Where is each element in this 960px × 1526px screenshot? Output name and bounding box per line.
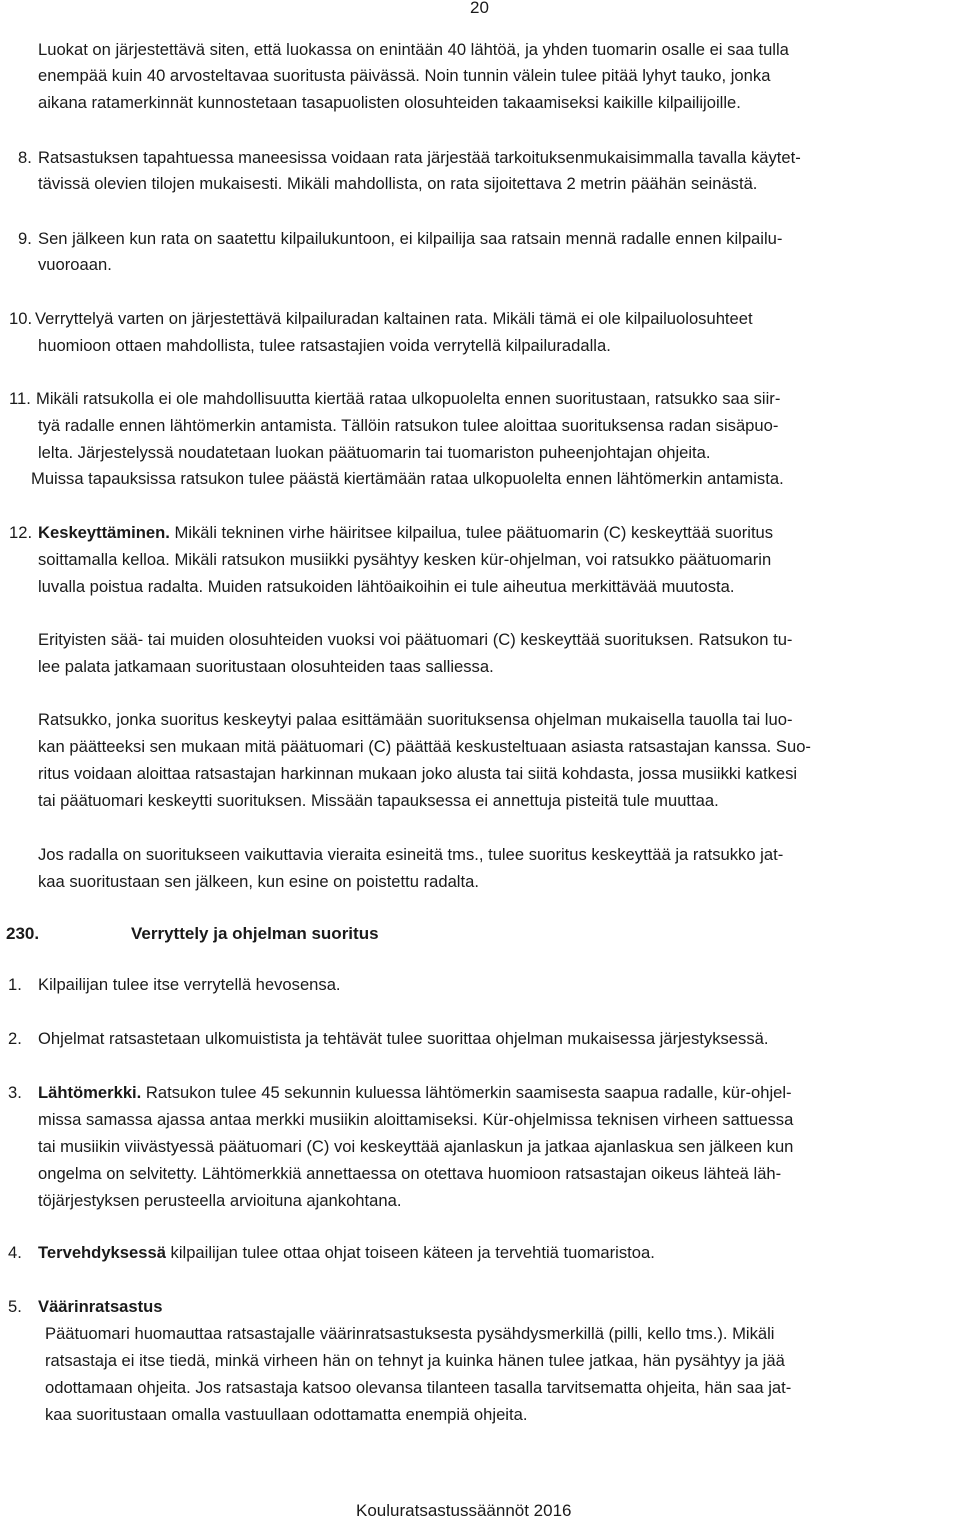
item-line: luvalla poistua radalta. Muiden ratsukoiden lähtöaikoihin ei tule aiheutua merkittävää muutosta. [38, 577, 735, 596]
item-text: Mikäli tekninen virhe häiritsee kilpailua, tulee päätuomarin (C) keskeyttää suoritus [169, 523, 774, 542]
item-number: 10. [9, 309, 33, 328]
item-number: 11. [9, 389, 31, 408]
item-line: tävissä olevien tilojen mukaisesti. Mikäli mahdollista, on rata sijoitettava 2 metrin päähän seinästä. [38, 174, 758, 193]
item-line: Ratsukko, jonka suoritus keskeytyi palaa esittämään suorituksensa ohjelman mukaisella tauolla tai luo- [38, 710, 793, 729]
item-line: Verryttelyä varten on järjestettävä kilpailuradan kaltainen rata. Mikäli tämä ei ole kilpailuolosuhteet [35, 309, 753, 328]
item-line: tyä radalle ennen lähtömerkin antamista. Tällöin ratsukon tulee aloittaa suorituksensa radan sisäpuo- [38, 416, 779, 435]
section-title: Verryttely ja ohjelman suoritus [131, 924, 379, 943]
item-line: kan päätteeksi sen mukaan mitä päätuomari (C) päättää keskusteltuaan asiasta ratsastajan kanssa. Suo- [38, 737, 811, 756]
item-line: kaa suoritustaan omalla vastuullaan odottamatta enempiä ohjeita. [45, 1405, 528, 1424]
item-line: ongelma on selvitetty. Lähtömerkkiä annettaessa on otettava huomioon ratsastajan oikeus lähteä läh- [38, 1164, 782, 1183]
item-line: lelta. Järjestelyssä noudatetaan luokan päätuomarin tai tuomariston puheenjohtajan ohjeita. [38, 443, 711, 462]
item-line: Sen jälkeen kun rata on saatettu kilpailukuntoon, ei kilpailija saa ratsain mennä radalle ennen kilpailu- [38, 229, 783, 248]
section-number: 230. [6, 924, 40, 943]
item-line: tai päätuomari keskeytti suorituksen. Missään tapauksessa ei annettuja pisteitä tule muuttaa. [38, 791, 719, 810]
item-number: 9. [18, 229, 32, 248]
item-line: lee palata jatkamaan suoritustaan olosuhteiden taas salliessa. [38, 657, 494, 676]
item-heading: Keskeyttäminen. [38, 523, 170, 542]
item-number: 12. [9, 523, 33, 542]
item-line: huomioon ottaen mahdollista, tulee ratsastajien voida verrytellä kilpailuradalla. [38, 336, 611, 355]
intro-line: aikana ratamerkinnät kunnostetaan tasapuolisten olosuhteiden takaamiseksi kaikille kilpailijoille. [38, 93, 741, 112]
item-line [38, 520, 773, 546]
item-line: Erityisten sää- tai muiden olosuhteiden vuoksi voi päätuomari (C) keskeyttää suorituksen. Ratsukon tu- [38, 630, 793, 649]
item-line: Jos radalla on suoritukseen vaikuttavia vieraita esineitä tms., tulee suoritus keskeyttää ja ratsukko jat- [38, 845, 784, 864]
item-line [38, 1080, 792, 1106]
item-heading: Lähtömerkki. [38, 1083, 142, 1102]
item-line: ratsastaja ei itse tiedä, minkä virheen hän on tehnyt ja kuinka hänen tulee jatkaa, hän pysähtyy ja jää [45, 1351, 785, 1370]
item-number: 1. [8, 975, 22, 994]
item-text: kilpailijan tulee ottaa ohjat toiseen käteen ja tervehtiä tuomaristoa. [165, 1243, 655, 1262]
item-line: soittamalla kelloa. Mikäli ratsukon musiikki pysähtyy kesken kür-ohjelman, voi ratsukko päätuomarin [38, 550, 772, 569]
item-line: Mikäli ratsukolla ei ole mahdollisuutta kiertää rataa ulkopuolelta ennen suoritustaan, ratsukko saa siir- [36, 389, 781, 408]
page-number: 20 [470, 0, 489, 17]
intro-line: enempää kuin 40 arvosteltavaa suoritusta päivässä. Noin tunnin välein tulee pitää lyhyt tauko, jonka [38, 66, 771, 85]
item-line: Ratsastuksen tapahtuessa maneesissa voidaan rata järjestää tarkoituksenmukaisimmalla tavalla käytet- [38, 148, 801, 167]
item-line [38, 1240, 655, 1266]
intro-line: Luokat on järjestettävä siten, että luokassa on enintään 40 lähtöä, ja yhden tuomarin osalle ei saa tulla [38, 40, 789, 59]
item-number: 3. [8, 1083, 22, 1102]
item-number: 8. [18, 148, 32, 167]
item-line: ritus voidaan aloittaa ratsastajan harkinnan mukaan joko alusta tai siitä kohdasta, jossa musiikki katkesi [38, 764, 798, 783]
item-line: odottamaan ohjeita. Jos ratsastaja katsoo olevansa tilanteen tasalla tarvitsematta ohjeita, hän saa jat- [45, 1378, 792, 1397]
item-heading: Väärinratsastus [38, 1297, 163, 1316]
item-line: Kilpailijan tulee itse verrytellä hevosensa. [38, 975, 341, 994]
item-line: missa samassa ajassa antaa merkki musiikin aloittamiseksi. Kür-ohjelmissa teknisen virheen sattuessa [38, 1110, 794, 1129]
item-text: Ratsukon tulee 45 sekunnin kuluessa lähtömerkin saamisesta saapua radalle, kür-ohjel- [141, 1083, 792, 1102]
item-line: Muissa tapauksissa ratsukon tulee päästä kiertämään rataa ulkopuolelta ennen lähtömerkin antamista. [31, 469, 784, 488]
page-footer: Kouluratsastussäännöt 2016 [356, 1501, 572, 1520]
item-line: tai musiikin viivästyessä päätuomari (C) voi keskeyttää ajanlaskun ja jatkaa ajanlaskua sen jälkeen kun [38, 1137, 794, 1156]
item-line: kaa suoritustaan sen jälkeen, kun esine on poistettu radalta. [38, 872, 479, 891]
item-line: vuoroaan. [38, 255, 112, 274]
item-line: Ohjelmat ratsastetaan ulkomuistista ja tehtävät tulee suorittaa ohjelman mukaisessa järjestyksessä. [38, 1029, 769, 1048]
item-number: 4. [8, 1243, 22, 1262]
item-heading: Tervehdyksessä [38, 1243, 166, 1262]
item-number: 5. [8, 1297, 22, 1316]
item-line: töjärjestyksen perusteella arvioituna ajankohtana. [38, 1191, 402, 1210]
item-line: Päätuomari huomauttaa ratsastajalle väärinratsastuksesta pysähdysmerkillä (pilli, kello tms.). Mikäli [45, 1324, 775, 1343]
item-number: 2. [8, 1029, 22, 1048]
